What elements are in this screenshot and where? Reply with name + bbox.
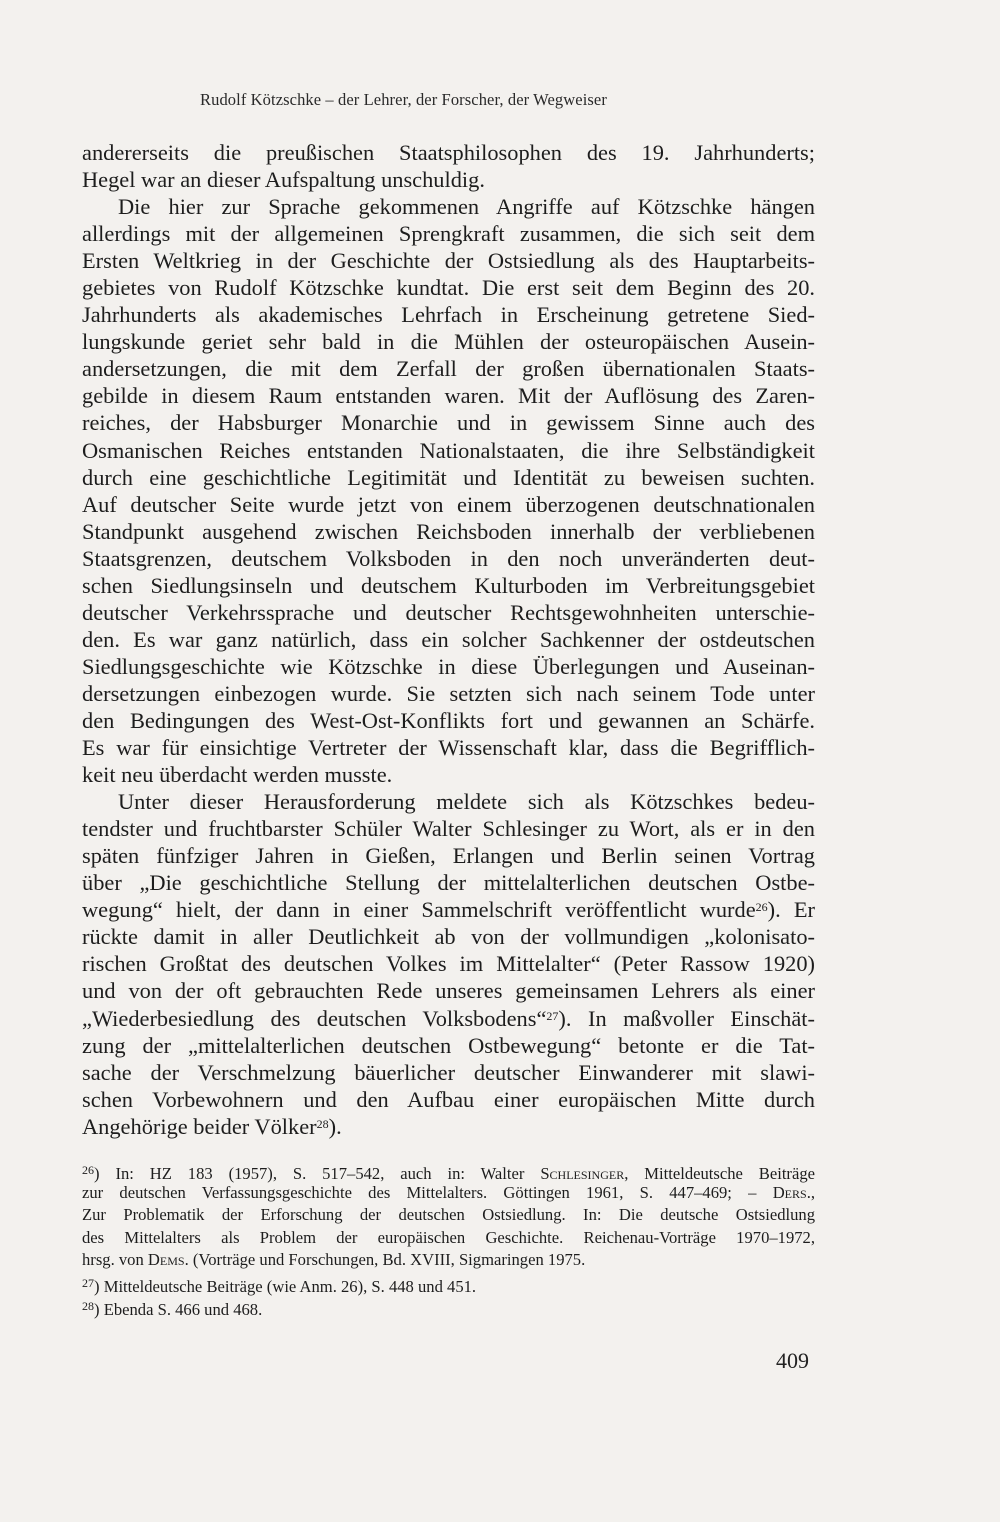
text-line xyxy=(82,1059,815,1086)
footnote-number: 26 xyxy=(82,1163,94,1177)
text-line-content: durch eine geschichtliche Legitimität und Identität zu beweisen suchten. xyxy=(82,464,815,490)
text-line xyxy=(82,896,815,923)
footnote-text: zur deutschen Verfassungsgeschichte des Mittelalters. Göttingen 1961, S. 447–469; – xyxy=(82,1182,773,1202)
text-line xyxy=(82,274,815,301)
footnote-paren: ) xyxy=(94,1299,104,1319)
text-line xyxy=(82,382,815,409)
footnote-text: . (Vorträge und Forschungen, Bd. XVIII, Sigmaringen 1975. xyxy=(184,1250,586,1270)
text-line xyxy=(82,788,815,815)
text-line-content: Siedlungsgeschichte wie Kötzschke in diese Überlegungen und Auseinan- xyxy=(82,653,815,679)
text-line-content: rückte damit in aller Deutlichkeit ab von der vollmundigen „kolonisato- xyxy=(82,924,815,950)
footnote-text: Ebenda S. 466 und 468. xyxy=(103,1299,263,1319)
text-line xyxy=(82,626,815,653)
text-line xyxy=(82,166,815,193)
footnotes xyxy=(82,1159,815,1317)
footnote-text: hrsg. von xyxy=(82,1250,148,1270)
text-line xyxy=(82,869,815,896)
text-line xyxy=(82,923,815,950)
footnote-text: ., xyxy=(806,1182,815,1202)
text-line xyxy=(82,977,815,1004)
footnote-line xyxy=(82,1182,815,1205)
footnote-paren: ) xyxy=(94,1276,104,1296)
text-line-content: den Bedingungen des West-Ost-Konflikts fort und gewannen an Schärfe. xyxy=(82,707,815,733)
text-line xyxy=(82,950,815,977)
footnote-line xyxy=(82,1159,815,1182)
text-line-content: sache der Verschmelzung bäuerlicher deutscher Einwanderer mit slawi- xyxy=(82,1059,815,1085)
text-line-content: andersetzungen, die mit dem Zerfall der großen übernationalen Staats- xyxy=(82,356,815,382)
text-line-content: Unter dieser Herausforderung meldete sich als Kötzschkes bedeu- xyxy=(118,789,815,815)
text-line-content: gebilde in diesem Raum entstanden waren. Mit der Auflösung des Zaren- xyxy=(82,383,815,409)
text-line xyxy=(82,355,815,382)
footnote-paren: ) xyxy=(94,1164,116,1183)
footnote-number: 27 xyxy=(82,1275,94,1290)
page-number: 409 xyxy=(776,1348,809,1373)
text-line-content: schen Vorbewohnern und den Aufbau einer europäischen Mitte durch xyxy=(82,1086,815,1112)
footnote-text: des Mittelalters als Problem der europäischen Geschichte. Reichenau-Vorträge 1970–1972, xyxy=(82,1227,815,1247)
text-line-content: Es war für einsichtige Vertreter der Wissenschaft klar, dass die Begrifflich- xyxy=(82,735,815,761)
footnote-line xyxy=(82,1204,815,1227)
body-text xyxy=(82,139,815,1140)
footnote-line xyxy=(82,1227,815,1250)
text-line xyxy=(82,328,815,355)
footnote-line xyxy=(82,1295,815,1318)
text-line xyxy=(82,1113,815,1140)
text-line-content: über „Die geschichtliche Stellung der mittelalterlichen deutschen Ostbe- xyxy=(82,870,815,896)
footnote-author-name: Dems xyxy=(147,1250,185,1270)
text-line-content: Standpunkt ausgehend zwischen Reichsboden innerhalb der verbliebenen xyxy=(82,518,815,544)
text-line xyxy=(82,680,815,707)
text-line-content: andererseits die preußischen Staatsphilosophen des 19. Jahrhunderts; xyxy=(82,140,815,165)
text-line-content: wegung“ hielt, der dann in einer Sammelschrift veröffentlicht wurde xyxy=(82,897,756,923)
text-line xyxy=(82,545,815,572)
text-line-content: deutscher Verkehrssprache und deutscher Rechtsgewohnheiten unterschie- xyxy=(82,599,815,625)
text-line-content: keit neu überdacht werden musste. xyxy=(82,762,393,788)
text-line xyxy=(82,815,815,842)
text-line-content: rischen Großtat des deutschen Volkes im Mittelalter“ (Peter Rassow 1920) xyxy=(82,951,815,977)
text-line-content: reiches, der Habsburger Monarchie und in gewissem Sinne auch des xyxy=(82,410,815,436)
text-line xyxy=(82,464,815,491)
footnote-reference[interactable]: 28 xyxy=(316,1116,329,1131)
text-line xyxy=(82,1032,815,1059)
text-line-continuation: ). Er xyxy=(767,897,815,923)
text-line-continuation: ). xyxy=(328,1113,342,1139)
text-line xyxy=(82,301,815,328)
footnote-number: 28 xyxy=(82,1298,94,1313)
text-line xyxy=(82,1005,815,1032)
text-line-content: lungskunde geriet sehr bald in die Mühlen der osteuropäischen Ausein- xyxy=(82,329,815,355)
footnote-line xyxy=(82,1272,815,1295)
text-line-content: Jahrhunderts als akademisches Lehrfach in Erscheinung getretene Sied- xyxy=(82,302,815,328)
text-line xyxy=(82,761,815,788)
text-line xyxy=(82,653,815,680)
footnote-reference[interactable]: 26 xyxy=(755,900,768,915)
text-line xyxy=(82,491,815,518)
text-line xyxy=(82,139,815,166)
text-line-content: dersetzungen einbezogen wurde. Sie setzten sich nach seinem Tode unter xyxy=(82,680,815,706)
text-line-content: „Wiederbesiedlung des deutschen Volksbodens“ xyxy=(82,1005,547,1031)
text-line-content: späten fünfziger Jahren in Gießen, Erlangen und Berlin seinen Vortrag xyxy=(82,843,815,869)
text-line xyxy=(82,572,815,599)
text-line xyxy=(82,734,815,761)
text-line-content: Angehörige beider Völker xyxy=(82,1113,317,1139)
text-line-content: Auf deutscher Seite wurde jetzt von einem überzogenen deutschnationalen xyxy=(82,491,815,517)
text-line xyxy=(82,842,815,869)
text-line-content: und von der oft gebrauchten Rede unseres gemeinsamen Lehrers als einer xyxy=(82,978,815,1004)
text-line xyxy=(82,707,815,734)
text-line-continuation: ). In maßvoller Einschät- xyxy=(558,1005,815,1031)
text-line xyxy=(82,437,815,464)
text-line-content: den. Es war ganz natürlich, dass ein solcher Sachkenner der ostdeutschen xyxy=(82,626,815,652)
text-line-content: Osmanischen Reiches entstanden Nationalstaaten, die ihre Selbständigkeit xyxy=(82,437,815,463)
text-line-content: tendster und fruchtbarster Schüler Walter Schlesinger zu Wort, als er in den xyxy=(82,816,815,842)
footnote-text: Mitteldeutsche Beiträge (wie Anm. 26), S. 448 und 451. xyxy=(103,1276,477,1296)
footnote-line xyxy=(82,1249,815,1272)
footnote-author-name: Ders xyxy=(772,1182,807,1202)
text-line-content: Ersten Weltkrieg in der Geschichte der Ostsiedlung als des Hauptarbeits- xyxy=(82,248,815,274)
text-line xyxy=(82,1086,815,1113)
footnote-text: Zur Problematik der Erforschung der deutschen Ostsiedlung. In: Die deutsche Ostsiedlung xyxy=(82,1205,815,1225)
text-line xyxy=(82,518,815,545)
text-line xyxy=(82,220,815,247)
text-line-content: Hegel war an dieser Aufspaltung unschuldig. xyxy=(82,167,485,193)
footnote-author-name: Schlesinger xyxy=(540,1164,625,1183)
text-line xyxy=(82,599,815,626)
text-line-content: gebietes von Rudolf Kötzschke kundtat. Die erst seit dem Beginn des 20. xyxy=(82,275,815,301)
text-line-content: allerdings mit der allgemeinen Sprengkraft zusammen, die sich seit dem xyxy=(82,221,815,247)
text-line xyxy=(82,193,815,220)
text-line-content: Staatsgrenzen, deutschem Volksboden in den noch unveränderten deut- xyxy=(82,545,815,571)
text-line-content: zung der „mittelalterlichen deutschen Ostbewegung“ betonte er die Tat- xyxy=(82,1032,815,1058)
footnote-text: , Mitteldeutsche Beiträge xyxy=(624,1164,815,1183)
text-line-content: Die hier zur Sprache gekommenen Angriffe auf Kötzschke hängen xyxy=(118,194,815,220)
footnote-text: In: HZ 183 (1957), S. 517–542, auch in: Walter xyxy=(115,1164,541,1183)
footnote-reference[interactable]: 27 xyxy=(546,1008,559,1023)
text-line-content: schen Siedlungsinseln und deutschem Kulturboden im Verbreitungsgebiet xyxy=(82,572,815,598)
running-head: Rudolf Kötzschke – der Lehrer, der Forscher, der Wegweiser xyxy=(200,90,607,109)
text-line xyxy=(82,409,815,436)
text-line xyxy=(82,247,815,274)
